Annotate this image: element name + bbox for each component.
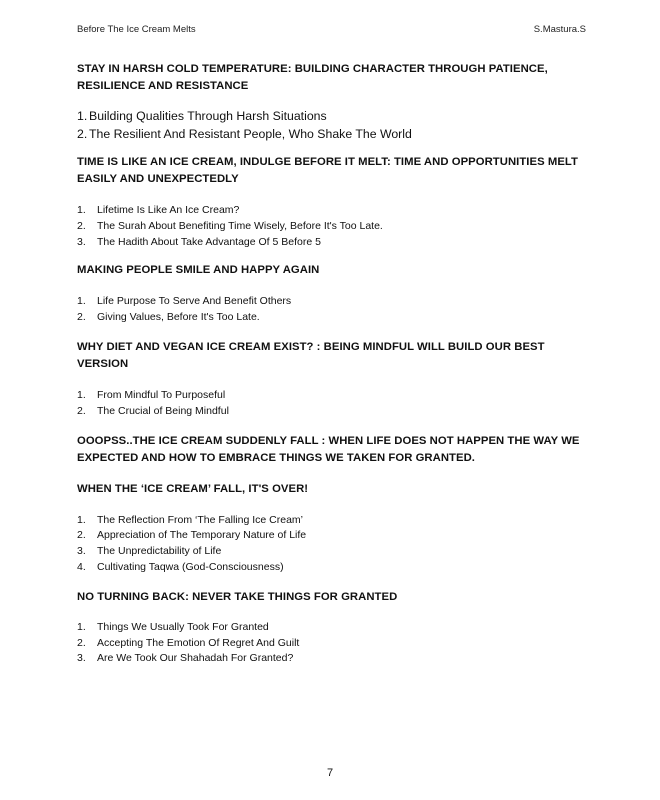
section-items bbox=[77, 108, 587, 143]
section-items bbox=[77, 294, 587, 326]
list-item: 2. The Surah About Benefiting Time Wisely, Before It's Too Late. bbox=[77, 219, 383, 232]
list-item: 1. Things We Usually Took For Granted bbox=[77, 620, 269, 633]
list-item: 3. Are We Took Our Shahadah For Granted? bbox=[77, 652, 294, 665]
page-number: 7 bbox=[326, 767, 334, 779]
section-heading: WHY DIET AND VEGAN ICE CREAM EXIST? : BEING MINDFUL WILL BUILD OUR BEST VERSION bbox=[77, 340, 545, 370]
section-heading: NO TURNING BACK: NEVER TAKE THINGS FOR GRANTED bbox=[77, 590, 398, 603]
section-heading: TIME IS LIKE AN ICE CREAM, INDULGE BEFORE IT MELT: TIME AND OPPORTUNITIES MELT EASILY AND UNEXPECTEDLY bbox=[77, 156, 578, 185]
list-item: 1. Life Purpose To Serve And Benefit Others bbox=[77, 295, 292, 308]
section-heading: STAY IN HARSH COLD TEMPERATURE: BUILDING CHARACTER THROUGH PATIENCE, RESILIENCE AND RESISTANCE bbox=[77, 63, 548, 92]
list-item: 1. Building Qualities Through Harsh Situations bbox=[77, 109, 327, 123]
toc-section bbox=[77, 61, 587, 143]
section-items bbox=[77, 388, 587, 420]
toc-section bbox=[77, 481, 587, 576]
list-item: 1. From Mindful To Purposeful bbox=[77, 388, 226, 401]
toc-section bbox=[77, 262, 587, 326]
list-item: 1. Lifetime Is Like An Ice Cream? bbox=[77, 204, 240, 216]
list-item: 4. Cultivating Taqwa (God-Consciousness) bbox=[77, 560, 284, 573]
list-item: 2. The Resilient And Resistant People, Who Shake The World bbox=[77, 126, 412, 141]
list-item: 2. The Crucial of Being Mindful bbox=[77, 404, 229, 417]
list-item: 2. Accepting The Emotion Of Regret And Guilt bbox=[77, 636, 300, 649]
section-items bbox=[77, 203, 587, 250]
list-item: 2. Giving Values, Before It's Too Late. bbox=[77, 311, 260, 324]
toc-section bbox=[77, 589, 587, 667]
section-heading: OOOPSS..THE ICE CREAM SUDDENLY FALL : WHEN LIFE DOES NOT HAPPEN THE WAY WE EXPECTED AND HOW TO EMBRACE THINGS WE TAKEN FOR GRANTED. bbox=[77, 434, 580, 464]
list-item: 3. The Unpredictability of Life bbox=[77, 545, 222, 558]
list-item: 2. Appreciation of The Temporary Nature of Life bbox=[77, 529, 307, 542]
section-heading: WHEN THE ‘ICE CREAM’ FALL, IT'S OVER! bbox=[77, 482, 309, 495]
section-items bbox=[77, 513, 587, 576]
table-of-contents bbox=[77, 61, 587, 667]
section-heading: MAKING PEOPLE SMILE AND HAPPY AGAIN bbox=[77, 264, 320, 277]
section-items bbox=[77, 620, 587, 667]
toc-section bbox=[77, 154, 587, 250]
list-item: 3. The Hadith About Take Advantage Of 5 Before 5 bbox=[77, 235, 321, 248]
toc-section bbox=[77, 433, 587, 467]
running-header-title: Before The Ice Cream Melts bbox=[77, 24, 196, 35]
toc-section bbox=[77, 339, 587, 420]
list-item: 1. The Reflection From ‘The Falling Ice Cream’ bbox=[77, 513, 303, 526]
running-header-author: S.Mastura.S bbox=[533, 24, 586, 35]
